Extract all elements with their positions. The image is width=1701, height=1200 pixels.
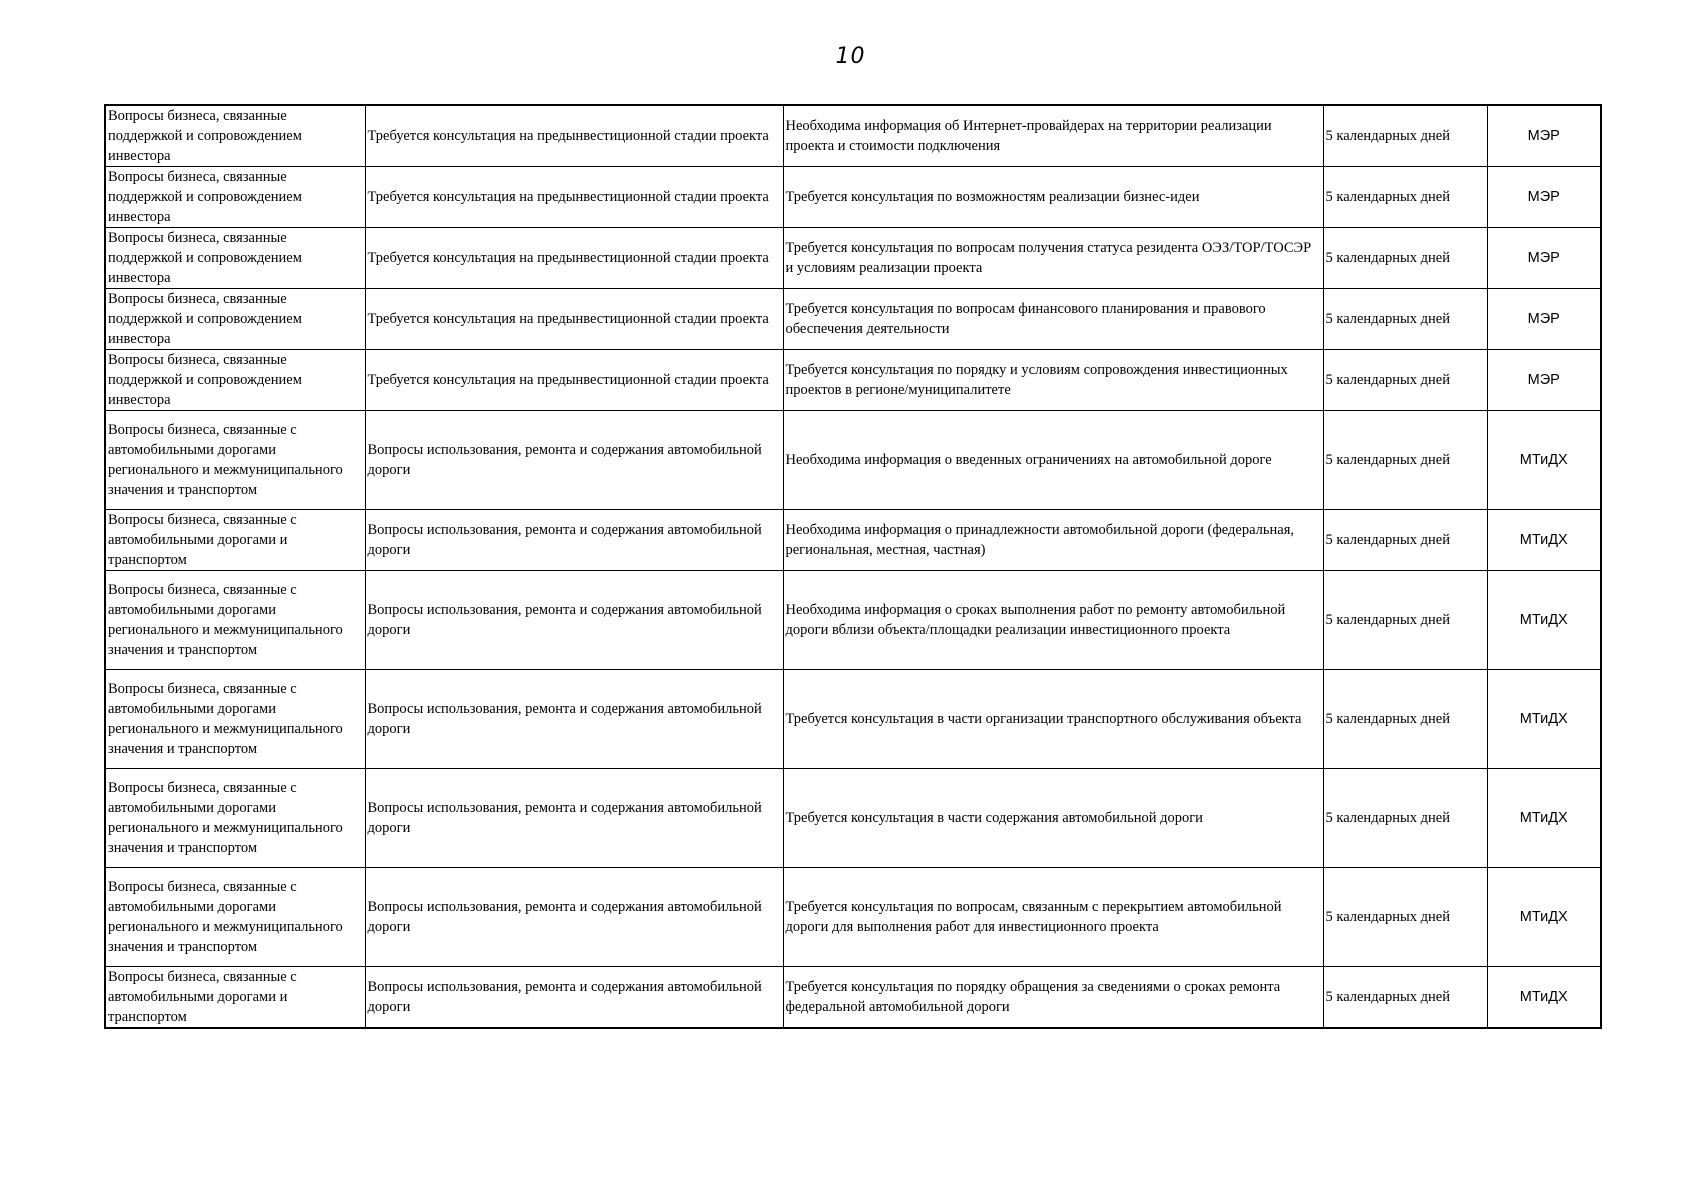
category-cell: Вопросы бизнеса, связанные с автомобильными дорогами регионального и межмуниципального значения и транспортом [105,571,365,670]
term-cell: 5 календарных дней [1323,670,1487,769]
term-cell: 5 календарных дней [1323,289,1487,350]
category-cell: Вопросы бизнеса, связанные с автомобильными дорогами регионального и межмуниципального значения и транспортом [105,769,365,868]
topic-cell: Требуется консультация на предынвестиционной стадии проекта [365,105,783,167]
category-cell: Вопросы бизнеса, связанные поддержкой и сопровождением инвестора [105,289,365,350]
topic-cell: Вопросы использования, ремонта и содержания автомобильной дороги [365,411,783,510]
category-cell: Вопросы бизнеса, связанные с автомобильными дорогами и транспортом [105,967,365,1029]
table-row [105,769,1601,868]
owner-cell: МТиДХ [1487,868,1601,967]
owner-cell: МЭР [1487,350,1601,411]
detail-cell: Требуется консультация по порядку и условиям сопровождения инвестиционных проектов в регионе/муниципалитете [783,350,1323,411]
topic-cell: Требуется консультация на предынвестиционной стадии проекта [365,350,783,411]
topic-cell: Требуется консультация на предынвестиционной стадии проекта [365,228,783,289]
owner-cell: МЭР [1487,228,1601,289]
topic-cell: Вопросы использования, ремонта и содержания автомобильной дороги [365,868,783,967]
owner-cell: МТиДХ [1487,967,1601,1029]
term-cell: 5 календарных дней [1323,228,1487,289]
category-cell: Вопросы бизнеса, связанные с автомобильными дорогами регионального и межмуниципального значения и транспортом [105,868,365,967]
term-cell: 5 календарных дней [1323,411,1487,510]
term-cell: 5 календарных дней [1323,769,1487,868]
category-cell: Вопросы бизнеса, связанные поддержкой и сопровождением инвестора [105,350,365,411]
category-cell: Вопросы бизнеса, связанные с автомобильными дорогами регионального и межмуниципального значения и транспортом [105,411,365,510]
category-cell: Вопросы бизнеса, связанные поддержкой и сопровождением инвестора [105,228,365,289]
term-cell: 5 календарных дней [1323,350,1487,411]
detail-cell: Требуется консультация по вопросам получения статуса резидента ОЭЗ/ТОР/ТОСЭР и условиям реализации проекта [783,228,1323,289]
owner-cell: МТиДХ [1487,510,1601,571]
detail-cell: Требуется консультация по вопросам финансового планирования и правового обеспечения деятельности [783,289,1323,350]
owner-cell: МЭР [1487,289,1601,350]
owner-cell: МТиДХ [1487,769,1601,868]
detail-cell: Требуется консультация по вопросам, связанным с перекрытием автомобильной дороги для выполнения работ для инвестиционного проекта [783,868,1323,967]
detail-cell: Необходима информация о принадлежности автомобильной дороги (федеральная, региональная, местная, частная) [783,510,1323,571]
detail-cell: Необходима информация о введенных ограничениях на автомобильной дороге [783,411,1323,510]
page-number: 10 [835,44,866,69]
table-row [105,967,1601,1029]
category-cell: Вопросы бизнеса, связанные поддержкой и сопровождением инвестора [105,105,365,167]
term-cell: 5 календарных дней [1323,571,1487,670]
topic-cell: Вопросы использования, ремонта и содержания автомобильной дороги [365,670,783,769]
term-cell: 5 календарных дней [1323,868,1487,967]
table-row [105,350,1601,411]
owner-cell: МЭР [1487,105,1601,167]
term-cell: 5 календарных дней [1323,105,1487,167]
category-cell: Вопросы бизнеса, связанные с автомобильными дорогами регионального и межмуниципального значения и транспортом [105,670,365,769]
detail-cell: Необходима информация о сроках выполнения работ по ремонту автомобильной дороги вблизи объекта/площадки реализации инвестиционного проекта [783,571,1323,670]
category-cell: Вопросы бизнеса, связанные с автомобильными дорогами и транспортом [105,510,365,571]
detail-cell: Необходима информация об Интернет-провайдерах на территории реализации проекта и стоимости подключения [783,105,1323,167]
detail-cell: Требуется консультация в части организации транспортного обслуживания объекта [783,670,1323,769]
term-cell: 5 календарных дней [1323,967,1487,1029]
topic-cell: Вопросы использования, ремонта и содержания автомобильной дороги [365,571,783,670]
detail-cell: Требуется консультация по возможностям реализации бизнес-идеи [783,167,1323,228]
table-row [105,228,1601,289]
table-row [105,868,1601,967]
topic-cell: Вопросы использования, ремонта и содержания автомобильной дороги [365,769,783,868]
table-row [105,411,1601,510]
table-row [105,105,1601,167]
table-row [105,670,1601,769]
category-cell: Вопросы бизнеса, связанные поддержкой и сопровождением инвестора [105,167,365,228]
services-table [104,104,1602,1029]
owner-cell: МТиДХ [1487,670,1601,769]
table-row [105,167,1601,228]
table-row [105,571,1601,670]
detail-cell: Требуется консультация в части содержания автомобильной дороги [783,769,1323,868]
owner-cell: МТиДХ [1487,571,1601,670]
owner-cell: МТиДХ [1487,411,1601,510]
term-cell: 5 календарных дней [1323,510,1487,571]
topic-cell: Требуется консультация на предынвестиционной стадии проекта [365,289,783,350]
owner-cell: МЭР [1487,167,1601,228]
term-cell: 5 календарных дней [1323,167,1487,228]
topic-cell: Вопросы использования, ремонта и содержания автомобильной дороги [365,510,783,571]
topic-cell: Вопросы использования, ремонта и содержания автомобильной дороги [365,967,783,1029]
topic-cell: Требуется консультация на предынвестиционной стадии проекта [365,167,783,228]
detail-cell: Требуется консультация по порядку обращения за сведениями о сроках ремонта федеральной автомобильной дороги [783,967,1323,1029]
table-row [105,510,1601,571]
table-row [105,289,1601,350]
